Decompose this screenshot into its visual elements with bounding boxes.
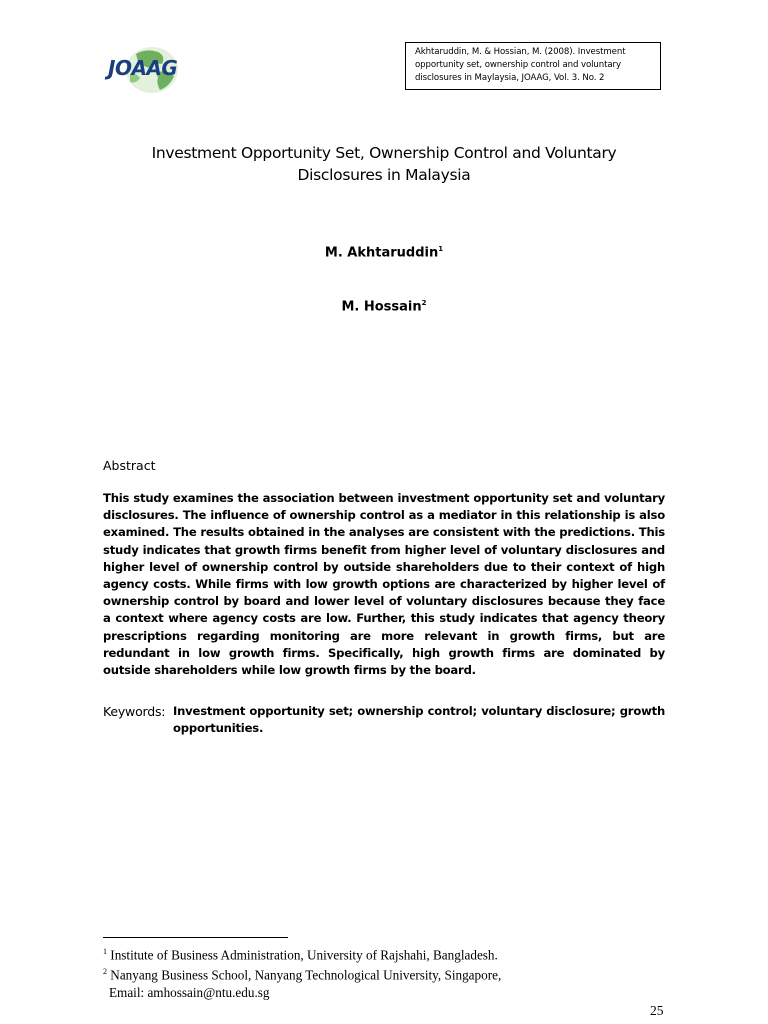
footnote-1-mark: 1 (103, 947, 107, 956)
footnote-2-email: Email: amhossain@ntu.edu.sg (109, 984, 270, 1000)
title-line-2: Disclosures in Malaysia (297, 166, 471, 184)
author-2 (0, 299, 768, 314)
footnotes (103, 943, 663, 1001)
footnote-1-text: Institute of Business Administration, University of Rajshahi, Bangladesh. (107, 947, 498, 963)
footnote-2 (103, 963, 663, 983)
keywords-block (103, 703, 665, 737)
footnote-2-text: Nanyang Business School, Nanyang Technological University, Singapore, (107, 967, 502, 983)
author-1-footnote-mark: 1 (438, 245, 444, 253)
citation-box (405, 42, 661, 90)
author-1 (0, 245, 768, 260)
abstract-heading: Abstract (103, 458, 156, 473)
footnote-1 (103, 943, 663, 963)
keywords-text: Investment opportunity set; ownership control; voluntary disclosure; growth opportunities. (173, 704, 665, 736)
footnote-2-mark: 2 (103, 967, 107, 977)
page-number: 25 (650, 1003, 664, 1018)
logo-text: JOAAG (108, 56, 178, 80)
title-line-1: Investment Opportunity Set, Ownership Control and Voluntary (151, 144, 617, 162)
author-2-footnote-mark: 2 (421, 299, 427, 307)
keywords-label: Keywords: (103, 704, 166, 719)
citation-text: Akhtaruddin, M. & Hossian, M. (2008). Investment opportunity set, ownership control and voluntary disclosures in Maylaysia, JOAAG, Vol. 3. No. 2 (415, 47, 626, 83)
journal-logo (106, 44, 186, 96)
paper-title (100, 142, 668, 186)
author-2-name: M. Hossain (341, 299, 422, 315)
author-1-name: M. Akhtaruddin (324, 245, 439, 261)
footnote-divider (103, 937, 288, 938)
abstract-body: This study examines the association between investment opportunity set and voluntary disclosures. The influence of ownership control as a mediator in this relationship is also examined. The results obtained in the analyses are consistent with the predictions. This study indicates that growth firms benefit from higher level of voluntary disclosures and higher level of ownership control by outside shareholders due to their context of high agency costs. While firms with low growth options are characterized by higher level of ownership control by board and lower level of voluntary disclosures because they face a context where agency costs are low. Further, this study indicates that agency theory prescriptions regarding monitoring are more relevant in growth firms, but are redundant in low growth firms. Specifically, high growth firms are dominated by outside shareholders while low growth firms by the board. (103, 491, 665, 678)
